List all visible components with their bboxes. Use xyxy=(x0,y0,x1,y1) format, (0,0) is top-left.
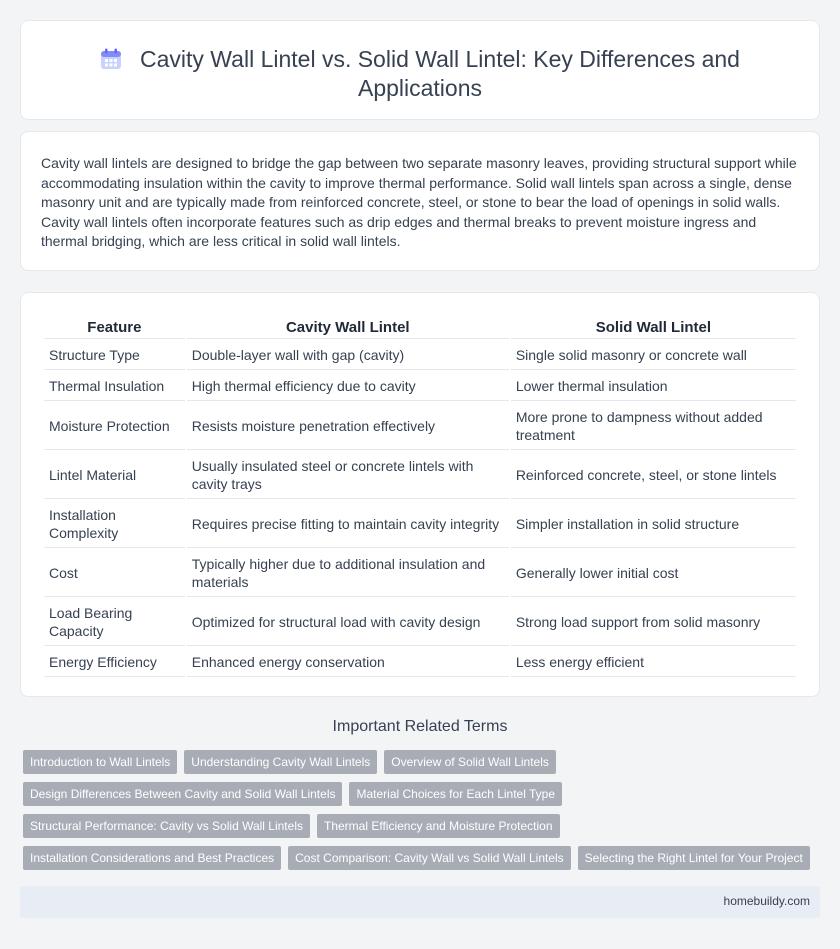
table-cell-solid: Single solid masonry or concrete wall xyxy=(511,341,796,370)
header-feature: Feature xyxy=(44,317,185,339)
tag-row xyxy=(23,750,823,782)
table-row xyxy=(44,599,796,646)
table-row xyxy=(44,372,796,401)
tag-row xyxy=(23,846,823,878)
table-cell-cavity: Usually insulated steel or concrete lintels with cavity trays xyxy=(187,452,509,499)
tag-link[interactable]: Structural Performance: Cavity vs Solid Wall Lintels xyxy=(23,814,310,838)
table-header-row xyxy=(44,317,796,339)
table-cell-solid: Less energy efficient xyxy=(511,648,796,677)
table-cell-cavity: Optimized for structural load with cavity design xyxy=(187,599,509,646)
intro-card xyxy=(20,131,820,271)
tag-link[interactable]: Thermal Efficiency and Moisture Protection xyxy=(317,814,560,838)
tag-link[interactable]: Installation Considerations and Best Practices xyxy=(23,846,281,870)
table-cell-solid: Reinforced concrete, steel, or stone lintels xyxy=(511,452,796,499)
tag-row xyxy=(23,814,823,846)
table-cell-solid: More prone to dampness without added treatment xyxy=(511,403,796,450)
tag-link[interactable]: Understanding Cavity Wall Lintels xyxy=(184,750,377,774)
page-title: Cavity Wall Lintel vs. Solid Wall Lintel: Key Differences and Applications xyxy=(140,46,740,101)
intro-paragraph: Cavity wall lintels are designed to bridge the gap between two separate masonry leaves, providing structural support while accommodating insulation within the cavity to improve thermal performance. Solid wall lintels span across a single, dense masonry unit and are typically made from reinforced concrete, steel, or stone to bear the load of openings in solid walls. Cavity wall lintels often incorporate features such as drip edges and thermal breaks to prevent moisture ingress and thermal bridging, which are less critical in solid wall lintels. xyxy=(41,155,797,250)
table-cell-feature: Cost xyxy=(44,550,185,597)
tag-link[interactable]: Cost Comparison: Cavity Wall vs Solid Wall Lintels xyxy=(288,846,571,870)
related-terms-title: Important Related Terms xyxy=(332,718,508,735)
table-cell-cavity: Enhanced energy conservation xyxy=(187,648,509,677)
tag-link[interactable]: Design Differences Between Cavity and Solid Wall Lintels xyxy=(23,782,342,806)
related-terms-tags xyxy=(23,750,823,878)
table-row xyxy=(44,501,796,548)
table-row xyxy=(44,550,796,597)
comparison-table xyxy=(42,315,798,679)
table-cell-feature: Moisture Protection xyxy=(44,403,185,450)
calendar-icon xyxy=(100,48,122,70)
table-row xyxy=(44,452,796,499)
table-row xyxy=(44,648,796,677)
header-card xyxy=(20,20,820,120)
table-cell-feature: Structure Type xyxy=(44,341,185,370)
table-cell-cavity: Requires precise fitting to maintain cavity integrity xyxy=(187,501,509,548)
table-row xyxy=(44,403,796,450)
table-cell-solid: Strong load support from solid masonry xyxy=(511,599,796,646)
table-cell-cavity: High thermal efficiency due to cavity xyxy=(187,372,509,401)
page-title-wrap xyxy=(71,45,769,103)
tag-link[interactable]: Introduction to Wall Lintels xyxy=(23,750,177,774)
header-cavity-wall-lintel: Cavity Wall Lintel xyxy=(187,317,509,339)
header-solid-wall-lintel: Solid Wall Lintel xyxy=(511,317,796,339)
table-cell-cavity: Typically higher due to additional insulation and materials xyxy=(187,550,509,597)
table-cell-feature: Thermal Insulation xyxy=(44,372,185,401)
tag-link[interactable]: Material Choices for Each Lintel Type xyxy=(349,782,562,806)
tag-row xyxy=(23,782,823,814)
table-cell-feature: Load Bearing Capacity xyxy=(44,599,185,646)
tag-link[interactable]: Selecting the Right Lintel for Your Project xyxy=(578,846,810,870)
table-cell-feature: Energy Efficiency xyxy=(44,648,185,677)
comparison-table-card xyxy=(20,292,820,697)
footer xyxy=(20,886,820,918)
table-cell-cavity: Double-layer wall with gap (cavity) xyxy=(187,341,509,370)
table-cell-feature: Lintel Material xyxy=(44,452,185,499)
tag-link[interactable]: Overview of Solid Wall Lintels xyxy=(384,750,556,774)
table-cell-solid: Simpler installation in solid structure xyxy=(511,501,796,548)
table-row xyxy=(44,341,796,370)
table-cell-solid: Generally lower initial cost xyxy=(511,550,796,597)
table-cell-cavity: Resists moisture penetration effectively xyxy=(187,403,509,450)
table-cell-solid: Lower thermal insulation xyxy=(511,372,796,401)
table-cell-feature: Installation Complexity xyxy=(44,501,185,548)
footer-site-link[interactable]: homebuildy.com xyxy=(723,894,810,908)
